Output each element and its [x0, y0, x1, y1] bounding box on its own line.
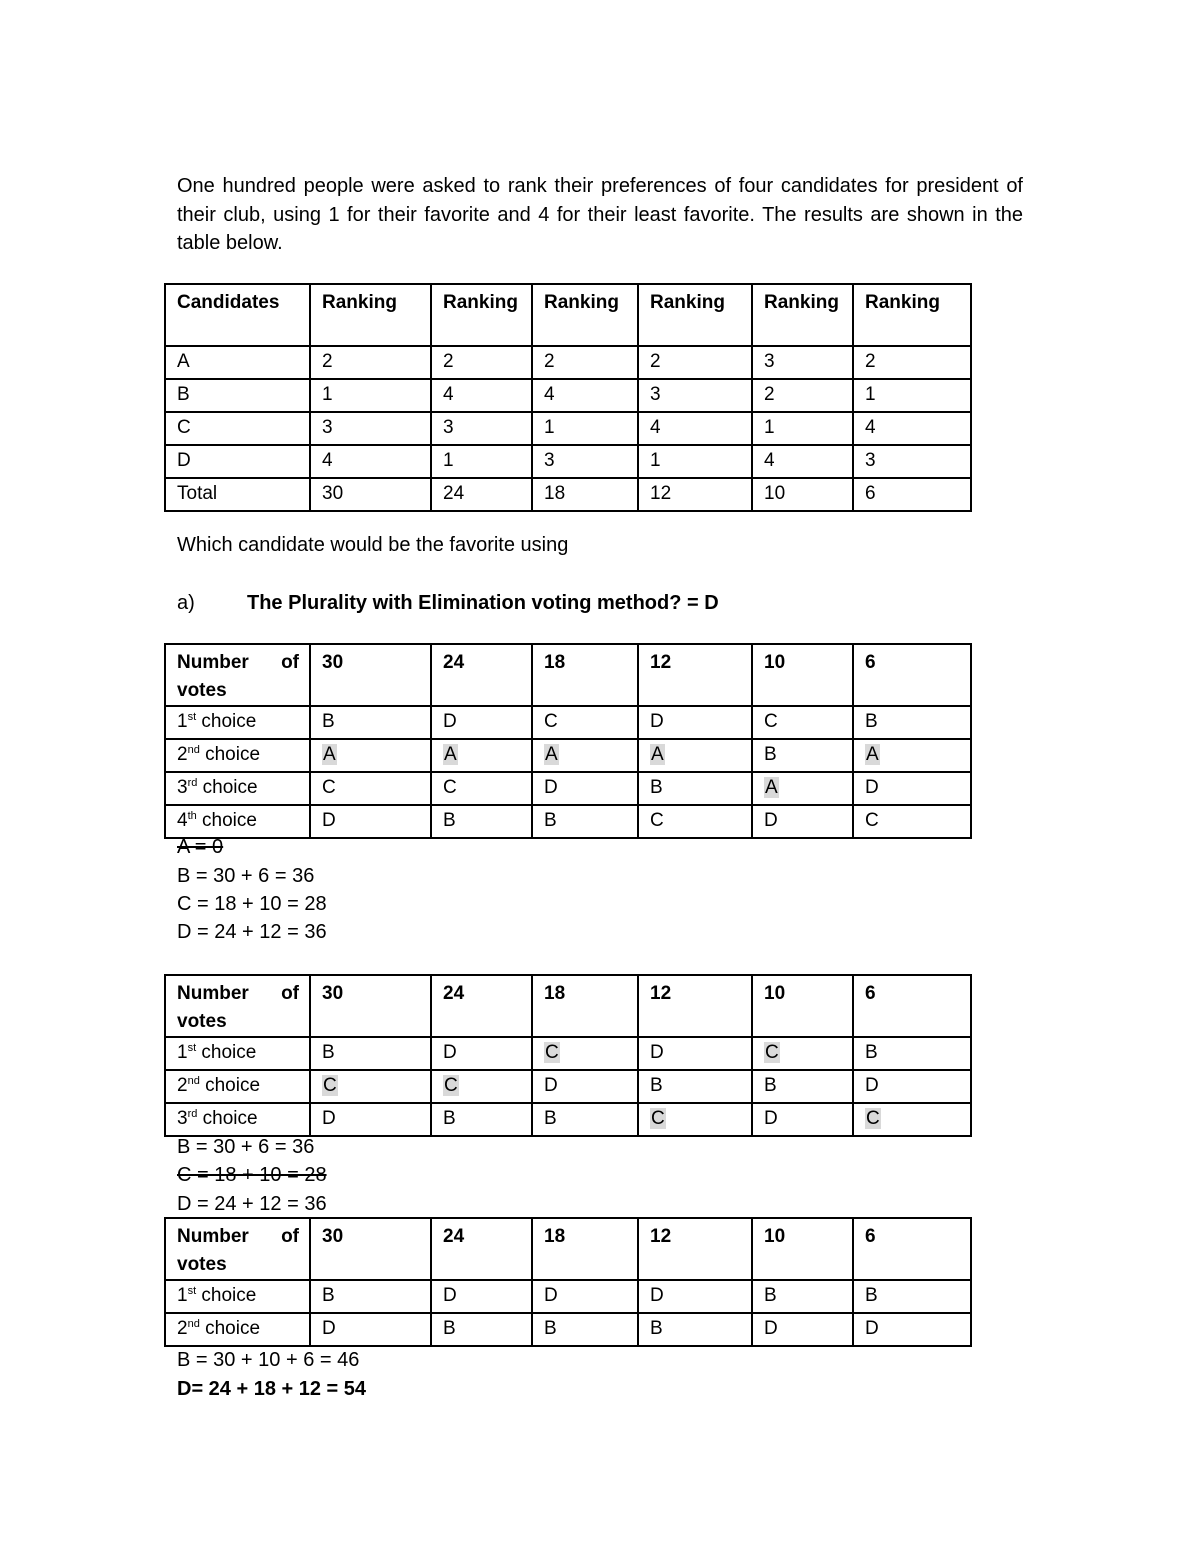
table-cell: C: [532, 706, 638, 739]
question-text: Which candidate would be the favorite using: [177, 534, 569, 556]
table-cell: [853, 1103, 971, 1136]
votes-header-row: [165, 644, 971, 706]
table-cell: D: [431, 1037, 532, 1070]
table-cell: D: [532, 1070, 638, 1103]
table-cell: [310, 1070, 431, 1103]
part-a-label: a): [177, 592, 195, 614]
table-cell: [310, 739, 431, 772]
highlighted-value: C: [545, 1042, 559, 1063]
table-cell: D: [310, 1103, 431, 1136]
highlighted-value: A: [765, 777, 778, 798]
votes-header-row: [165, 975, 971, 1037]
tally-line: B = 30 + 10 + 6 = 46: [177, 1349, 360, 1371]
table-cell: B: [431, 1313, 532, 1346]
votes-cell: 24: [431, 975, 532, 1037]
highlighted-value: C: [866, 1108, 880, 1129]
table-cell: D: [532, 772, 638, 805]
table-cell: D: [752, 805, 853, 838]
tally-line: B = 30 + 6 = 36: [177, 1136, 315, 1158]
table-cell: C: [310, 772, 431, 805]
votes-cell: 18: [532, 1218, 638, 1280]
first-choice-row: [165, 706, 971, 739]
header-cell: Ranking: [431, 284, 532, 346]
final-result: D= 24 + 18 + 12 = 54: [177, 1378, 367, 1400]
table-cell: 2: [532, 346, 638, 379]
number-word: Number: [177, 1226, 249, 1247]
table-cell: 2: [310, 346, 431, 379]
number-word: Number: [177, 983, 249, 1004]
table-cell: C: [165, 412, 310, 445]
table-cell: 12: [638, 478, 752, 511]
table-row: [165, 346, 971, 379]
table-cell: C: [752, 706, 853, 739]
highlighted-value: C: [444, 1075, 458, 1096]
highlighted-value: C: [765, 1042, 779, 1063]
table-cell: D: [638, 1037, 752, 1070]
second-choice-row: [165, 739, 971, 772]
table-cell: 3: [638, 379, 752, 412]
highlighted-value: A: [545, 744, 558, 765]
votes-label-cell: [165, 1218, 310, 1280]
header-cell: Ranking: [310, 284, 431, 346]
table-cell: 4: [853, 412, 971, 445]
table-cell: [431, 739, 532, 772]
part-a-text: The Plurality with Elimination voting method? = D: [247, 592, 719, 614]
table-cell: [638, 1103, 752, 1136]
table-cell: D: [853, 1070, 971, 1103]
votes-cell: 12: [638, 644, 752, 706]
header-cell: Ranking: [638, 284, 752, 346]
votes-cell: 24: [431, 644, 532, 706]
table-cell: D: [853, 772, 971, 805]
table-cell: B: [310, 1280, 431, 1313]
highlighted-value: A: [444, 744, 457, 765]
first-choice-row: [165, 1280, 971, 1313]
table-cell: D: [165, 445, 310, 478]
table-cell: B: [638, 1070, 752, 1103]
tally-line: D = 24 + 12 = 36: [177, 1193, 327, 1215]
table-cell: B: [310, 1037, 431, 1070]
votes-cell: 12: [638, 1218, 752, 1280]
table-cell: 6: [853, 478, 971, 511]
highlighted-value: A: [323, 744, 336, 765]
votes-cell: 30: [310, 975, 431, 1037]
table-cell: [638, 739, 752, 772]
round3-table: [164, 1217, 972, 1347]
table-row: [165, 445, 971, 478]
votes-cell: 18: [532, 975, 638, 1037]
table-cell: B: [638, 1313, 752, 1346]
table-cell: D: [310, 805, 431, 838]
votes-label-cell: [165, 644, 310, 706]
votes-cell: 6: [853, 644, 971, 706]
table-cell: 3: [431, 412, 532, 445]
table-cell: 30: [310, 478, 431, 511]
table-cell: B: [431, 1103, 532, 1136]
table-cell: [853, 739, 971, 772]
table-cell: 18: [532, 478, 638, 511]
choice-label-cell: 1st choice: [165, 706, 310, 739]
votes-cell: 10: [752, 1218, 853, 1280]
tally-eliminated: A = 0: [177, 836, 224, 858]
table-cell: Total: [165, 478, 310, 511]
votes-cell: 30: [310, 1218, 431, 1280]
votes-cell: 6: [853, 1218, 971, 1280]
tally-line: D = 24 + 12 = 36: [177, 921, 327, 943]
table-cell: [532, 1037, 638, 1070]
choice-label-cell: 2nd choice: [165, 739, 310, 772]
first-choice-row: [165, 1037, 971, 1070]
votes-word: votes: [177, 1011, 227, 1032]
table-cell: B: [532, 805, 638, 838]
table-cell: 3: [752, 346, 853, 379]
table-cell: 3: [532, 445, 638, 478]
highlighted-value: A: [651, 744, 664, 765]
table-cell: D: [853, 1313, 971, 1346]
table-cell: 1: [752, 412, 853, 445]
table-cell: [752, 1037, 853, 1070]
votes-cell: 10: [752, 644, 853, 706]
number-word: Number: [177, 652, 249, 673]
choice-label-cell: 2nd choice: [165, 1313, 310, 1346]
table-cell: B: [165, 379, 310, 412]
votes-cell: 12: [638, 975, 752, 1037]
choice-label-cell: 3rd choice: [165, 772, 310, 805]
table-cell: 1: [638, 445, 752, 478]
ranking-table: [164, 283, 972, 512]
table-cell: 4: [638, 412, 752, 445]
votes-header-row: [165, 1218, 971, 1280]
table-cell: B: [752, 1070, 853, 1103]
table-cell: 3: [310, 412, 431, 445]
table-cell: D: [532, 1280, 638, 1313]
table-cell: D: [638, 1280, 752, 1313]
of-word: of: [281, 652, 299, 673]
table-cell: B: [853, 1280, 971, 1313]
tally-line: C = 18 + 10 = 28: [177, 893, 327, 915]
table-cell: B: [310, 706, 431, 739]
header-cell: Ranking: [752, 284, 853, 346]
table-cell: C: [431, 772, 532, 805]
table-cell: D: [638, 706, 752, 739]
table-cell: B: [752, 739, 853, 772]
table-cell: C: [638, 805, 752, 838]
table-cell: 10: [752, 478, 853, 511]
table-cell: B: [853, 706, 971, 739]
votes-cell: 10: [752, 975, 853, 1037]
choice-label-cell: 4th choice: [165, 805, 310, 838]
second-choice-row: [165, 1070, 971, 1103]
table-cell: 24: [431, 478, 532, 511]
highlighted-value: C: [651, 1108, 665, 1129]
round1-table: [164, 643, 972, 839]
table-cell: [532, 739, 638, 772]
highlighted-value: A: [866, 744, 879, 765]
table-cell: [431, 1070, 532, 1103]
table-cell: 4: [532, 379, 638, 412]
round2-table: [164, 974, 972, 1137]
tally-eliminated: C = 18 + 10 = 28: [177, 1164, 327, 1186]
table-cell: D: [310, 1313, 431, 1346]
header-cell: Ranking: [853, 284, 971, 346]
table-cell: B: [638, 772, 752, 805]
table-cell: 1: [853, 379, 971, 412]
of-word: of: [281, 1226, 299, 1247]
votes-cell: 24: [431, 1218, 532, 1280]
votes-word: votes: [177, 1254, 227, 1275]
table-cell: D: [752, 1103, 853, 1136]
header-cell: Candidates: [165, 284, 310, 346]
votes-cell: 18: [532, 644, 638, 706]
table-cell: 1: [532, 412, 638, 445]
of-word: of: [281, 983, 299, 1004]
table-cell: A: [165, 346, 310, 379]
tally-line: B = 30 + 6 = 36: [177, 865, 315, 887]
table-row-total: [165, 478, 971, 511]
choice-label-cell: 1st choice: [165, 1280, 310, 1313]
table-cell: 4: [310, 445, 431, 478]
table-cell: B: [853, 1037, 971, 1070]
votes-word: votes: [177, 680, 227, 701]
choice-label-cell: 2nd choice: [165, 1070, 310, 1103]
table-cell: 4: [752, 445, 853, 478]
table-cell: 4: [431, 379, 532, 412]
intro-paragraph: One hundred people were asked to rank their preferences of four candidates for president of their club, using 1 for their favorite and 4 for their least favorite. The results are shown in the table below.: [177, 175, 1023, 254]
table-cell: 1: [431, 445, 532, 478]
table-row: [165, 412, 971, 445]
table-cell: 1: [310, 379, 431, 412]
table-cell: 2: [638, 346, 752, 379]
table-cell: 2: [431, 346, 532, 379]
votes-cell: 6: [853, 975, 971, 1037]
table-cell: 3: [853, 445, 971, 478]
votes-cell: 30: [310, 644, 431, 706]
table-cell: D: [431, 706, 532, 739]
table-cell: 2: [752, 379, 853, 412]
table-row: [165, 379, 971, 412]
votes-label-cell: [165, 975, 310, 1037]
table-cell: B: [431, 805, 532, 838]
table-cell: B: [532, 1313, 638, 1346]
ranking-header-row: [165, 284, 971, 346]
table-cell: B: [752, 1280, 853, 1313]
table-cell: B: [532, 1103, 638, 1136]
table-cell: C: [853, 805, 971, 838]
header-cell: Ranking: [532, 284, 638, 346]
fourth-choice-row: [165, 805, 971, 838]
table-cell: D: [752, 1313, 853, 1346]
choice-label-cell: 3rd choice: [165, 1103, 310, 1136]
third-choice-row: [165, 772, 971, 805]
third-choice-row: [165, 1103, 971, 1136]
table-cell: [752, 772, 853, 805]
second-choice-row: [165, 1313, 971, 1346]
choice-label-cell: 1st choice: [165, 1037, 310, 1070]
highlighted-value: C: [323, 1075, 337, 1096]
table-cell: 2: [853, 346, 971, 379]
table-cell: D: [431, 1280, 532, 1313]
